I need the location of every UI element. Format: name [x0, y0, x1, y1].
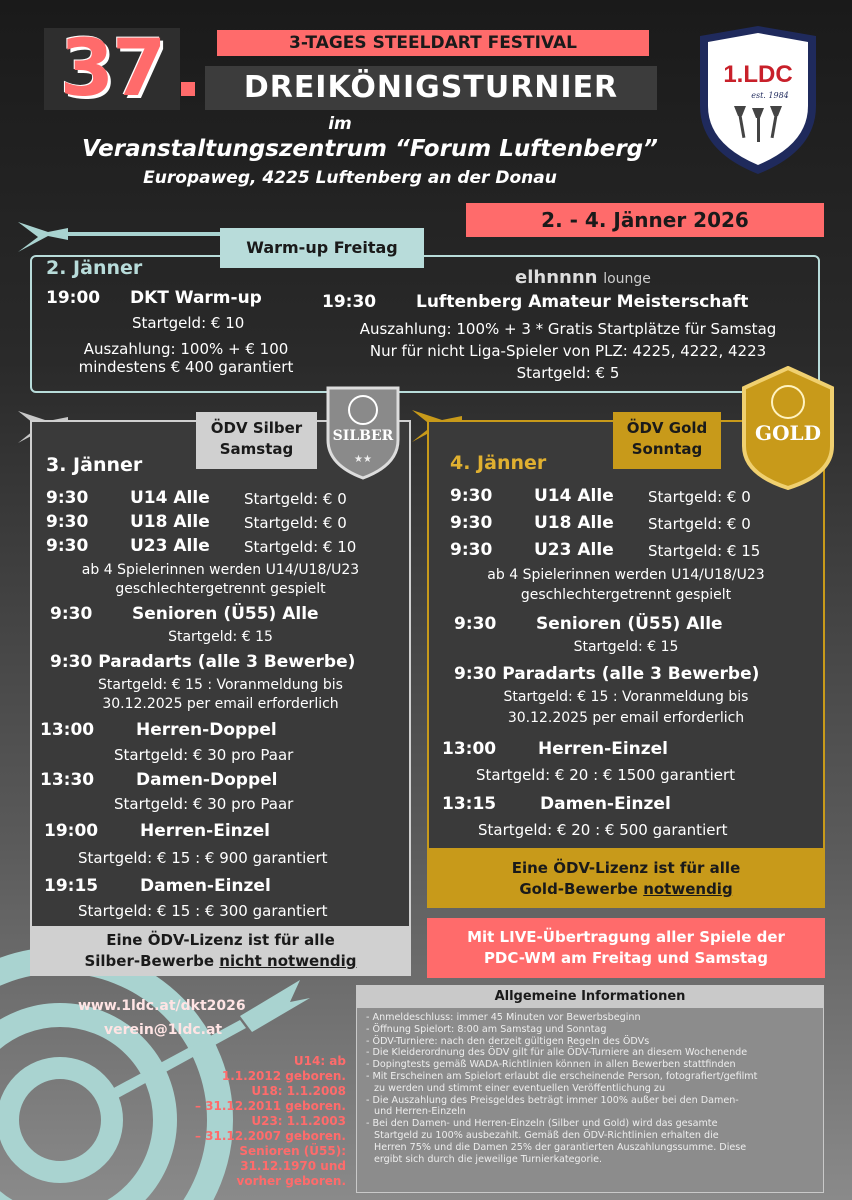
- silver-license-emphasis: nicht notwendig: [219, 952, 357, 970]
- info-item: ergibt sich durch die jeweilige Turnierkategorie.: [374, 1153, 603, 1165]
- edition-dot: [181, 82, 195, 96]
- tournament-title: DREIKÖNIGSTURNIER: [205, 66, 657, 110]
- silver-license-line2: [30, 951, 411, 972]
- sun-de-event: Damen-Einzel: [540, 794, 671, 814]
- info-item: - ÖDV-Turniere: nach den derzeit gültigen Regeln des ÖDVs: [366, 1035, 650, 1047]
- info-item: zu werden und stimmt einer eventuellen Veröffentlichung zu: [374, 1082, 666, 1094]
- age-line: 1.1.2012 geboren.: [221, 1069, 346, 1083]
- info-item: - Bei den Damen- und Herren-Einzeln (Silber und Gold) wird das gesamte: [366, 1118, 718, 1130]
- gold-license-note: [427, 850, 825, 908]
- silver-badge-stars: ★★: [354, 454, 372, 465]
- friday-right-time: 19:30: [322, 292, 377, 312]
- sat-para-note2: 30.12.2025 per email erforderlich: [102, 696, 339, 712]
- info-item: - Die Kleiderordnung des ÖDV gilt für alle ÖDV-Turniere an diesem Wochenende: [366, 1047, 748, 1059]
- sun-senior-time: 9:30: [454, 614, 497, 634]
- venue-name: Veranstaltungszentrum “Forum Luftenberg”: [82, 136, 658, 162]
- friday-left-payout: Auszahlung: 100% + € 100: [83, 340, 289, 358]
- sun-u23-event: U23 Alle: [534, 540, 614, 560]
- friday-right-line2: Nur für nicht Liga-Spieler von PLZ: 4225, 4222, 4223: [369, 342, 767, 360]
- friday-left-event: DKT Warm-up: [130, 288, 262, 308]
- festival-banner: 3-TAGES STEELDART FESTIVAL: [217, 30, 649, 56]
- sat-u14-fee: Startgeld: € 0: [244, 490, 347, 508]
- sunday-tag: [613, 412, 721, 469]
- info-item: - Die Auszahlung des Preisgeldes beträgt immer 100% außer bei den Damen-: [366, 1094, 739, 1106]
- silver-license-line1: Eine ÖDV-Lizenz ist für alle: [106, 931, 335, 949]
- live-broadcast-banner: [427, 918, 825, 978]
- sunday-tag-day: Sonntag: [631, 440, 703, 458]
- friday-left-guarantee: mindestens € 400 garantiert: [78, 358, 294, 376]
- sun-senior-fee: Startgeld: € 15: [573, 639, 679, 655]
- general-info-list: [366, 1012, 818, 1165]
- info-item: und Herren-Einzeln: [374, 1106, 466, 1118]
- sat-he-time: 19:00: [44, 821, 99, 841]
- sun-u18-event: U18 Alle: [534, 513, 614, 533]
- gold-license-line2: [427, 879, 825, 900]
- silver-badge-icon: [318, 380, 408, 480]
- sun-senior-event: Senioren (Ü55) Alle: [536, 614, 723, 634]
- sat-youth-note2: geschlechtergetrennt gespielt: [115, 581, 326, 597]
- sun-he-time: 13:00: [442, 739, 497, 759]
- friday-right-event: Luftenberg Amateur Meisterschaft: [416, 292, 749, 312]
- logo-text: 1.LDC: [723, 61, 793, 88]
- lounge-logo-mark: elhnnnn: [515, 267, 598, 288]
- sunday-tag-level: ÖDV Gold: [626, 419, 708, 437]
- gold-license-emphasis: notwendig: [643, 880, 733, 898]
- sat-hd-event: Herren-Doppel: [136, 720, 277, 740]
- general-info-title: Allgemeine Informationen: [356, 986, 824, 1008]
- venue-preposition: im: [328, 114, 352, 134]
- live-line1: Mit LIVE-Übertragung aller Spiele der: [467, 928, 785, 946]
- venue-address: Europaweg, 4225 Luftenberg an der Donau: [143, 168, 557, 188]
- sat-u14-time: 9:30: [46, 488, 89, 508]
- sat-youth-note: ab 4 Spielerinnen werden U14/U18/U23: [81, 562, 360, 578]
- saturday-tag-day: Samstag: [219, 440, 294, 458]
- sun-paradarts: 9:30 Paradarts (alle 3 Bewerbe): [454, 664, 760, 684]
- sun-de-fee: Startgeld: € 20 : € 500 garantiert: [478, 821, 728, 839]
- sun-u23-time: 9:30: [450, 540, 493, 560]
- live-line2: PDC-WM am Freitag und Samstag: [483, 949, 769, 967]
- sat-para-note: Startgeld: € 15 : Voranmeldung bis: [98, 677, 343, 693]
- website-link[interactable]: www.1ldc.at/dkt2026: [78, 998, 246, 1014]
- silver-license-line2-text: Silber-Bewerbe: [84, 952, 220, 970]
- info-item: - Öffnung Spielort: 8:00 am Samstag und Sonntag: [366, 1023, 607, 1035]
- sat-u23-time: 9:30: [46, 536, 89, 556]
- age-line: U18: 1.1.2008: [251, 1084, 346, 1098]
- info-item: - Dopingtests gemäß WADA-Richtlinien können in allen Bewerben stattfinden: [366, 1059, 736, 1071]
- lounge-logo-word: lounge: [603, 271, 651, 287]
- email-link[interactable]: verein@1ldc.at: [104, 1022, 223, 1038]
- sat-he-fee: Startgeld: € 15 : € 900 garantiert: [78, 849, 328, 867]
- friday-left-time: 19:00: [46, 288, 101, 308]
- event-date: 2. - 4. Jänner 2026: [466, 203, 824, 237]
- sat-dd-fee: Startgeld: € 30 pro Paar: [114, 795, 294, 813]
- info-item: - Anmeldeschluss: immer 45 Minuten vor Bewerbsbeginn: [366, 1012, 641, 1023]
- sat-dd-time: 13:30: [40, 770, 95, 790]
- friday-tag: Warm-up Freitag: [220, 228, 424, 268]
- sun-u23-fee: Startgeld: € 15: [648, 542, 761, 560]
- info-item: - Mit Erscheinen am Spielort erlaubt die erscheinende Person, fotografiert/gefilmt: [366, 1070, 758, 1082]
- friday-right-line1: Auszahlung: 100% + 3 * Gratis Startplätze für Samstag: [359, 320, 777, 338]
- sat-u14-event: U14 Alle: [130, 488, 210, 508]
- sat-u18-fee: Startgeld: € 0: [244, 514, 347, 532]
- sun-de-time: 13:15: [442, 794, 497, 814]
- edition-number: 37: [44, 28, 180, 110]
- info-item: Startgeld zu 100% ausbezahlt. Gemäß den ÖDV-Richtlinien erhalten die: [374, 1129, 719, 1141]
- sat-hd-time: 13:00: [40, 720, 95, 740]
- sat-senior-fee: Startgeld: € 15: [168, 629, 273, 645]
- gold-badge-text: GOLD: [755, 421, 821, 445]
- age-line: U23: 1.1.2003: [251, 1114, 346, 1128]
- sat-he-event: Herren-Einzel: [140, 821, 271, 841]
- sun-u14-fee: Startgeld: € 0: [648, 488, 751, 506]
- sat-hd-fee: Startgeld: € 30 pro Paar: [114, 746, 294, 764]
- sat-de-fee: Startgeld: € 15 : € 300 garantiert: [78, 902, 328, 920]
- sun-youth-note: ab 4 Spielerinnen werden U14/U18/U23: [487, 567, 765, 583]
- age-categories: [150, 1054, 346, 1189]
- sun-he-event: Herren-Einzel: [538, 739, 669, 759]
- age-line: 31.12.1970 und: [240, 1159, 346, 1173]
- sat-senior-time: 9:30: [50, 604, 93, 624]
- age-line: – 31.12.2011 geboren.: [195, 1099, 346, 1113]
- friday-right-fee: Startgeld: € 5: [516, 364, 620, 382]
- gold-badge-icon: [740, 366, 836, 490]
- club-logo: [696, 26, 820, 176]
- sat-dd-event: Damen-Doppel: [136, 770, 278, 790]
- silver-badge-text: SILBER: [332, 428, 394, 444]
- sun-para-note2: 30.12.2025 per email erforderlich: [507, 710, 745, 726]
- age-line: – 31.12.2007 geboren.: [195, 1129, 346, 1143]
- sat-u18-event: U18 Alle: [130, 512, 210, 532]
- sat-u18-time: 9:30: [46, 512, 89, 532]
- sat-u23-event: U23 Alle: [130, 536, 210, 556]
- sat-senior-event: Senioren (Ü55) Alle: [132, 604, 319, 624]
- info-item: Herren 75% und die Damen 25% der garantierten Auszahlungssumme. Diese: [374, 1141, 747, 1153]
- sat-de-time: 19:15: [44, 876, 99, 896]
- sat-de-event: Damen-Einzel: [140, 876, 271, 896]
- sun-he-fee: Startgeld: € 20 : € 1500 garantiert: [476, 766, 736, 784]
- saturday-date: 3. Jänner: [46, 454, 143, 476]
- sun-u18-time: 9:30: [450, 513, 493, 533]
- friday-left-fee: Startgeld: € 10: [132, 314, 245, 332]
- gold-license-line1: Eine ÖDV-Lizenz ist für alle: [511, 859, 741, 877]
- logo-est: est. 1984: [751, 91, 789, 100]
- sun-u14-event: U14 Alle: [534, 486, 614, 506]
- lounge-logo: [515, 267, 651, 288]
- sat-paradarts: 9:30 Paradarts (alle 3 Bewerbe): [50, 652, 356, 672]
- sun-u14-time: 9:30: [450, 486, 493, 506]
- sun-youth-note2: geschlechtergetrennt gespielt: [520, 587, 732, 603]
- sun-para-note: Startgeld: € 15 : Voranmeldung bis: [503, 689, 749, 705]
- saturday-tag-level: ÖDV Silber: [210, 419, 303, 437]
- age-line: Senioren (Ü55):: [239, 1144, 346, 1158]
- sat-u23-fee: Startgeld: € 10: [244, 538, 357, 556]
- sun-u18-fee: Startgeld: € 0: [648, 515, 751, 533]
- gold-license-line2-text: Gold-Bewerbe: [519, 880, 644, 898]
- sunday-date: 4. Jänner: [450, 452, 547, 474]
- age-line: U14: ab: [293, 1054, 346, 1068]
- saturday-tag: [196, 412, 317, 469]
- age-line: vorher geboren.: [236, 1174, 346, 1188]
- silver-license-note: [30, 926, 411, 976]
- friday-date: 2. Jänner: [46, 257, 143, 279]
